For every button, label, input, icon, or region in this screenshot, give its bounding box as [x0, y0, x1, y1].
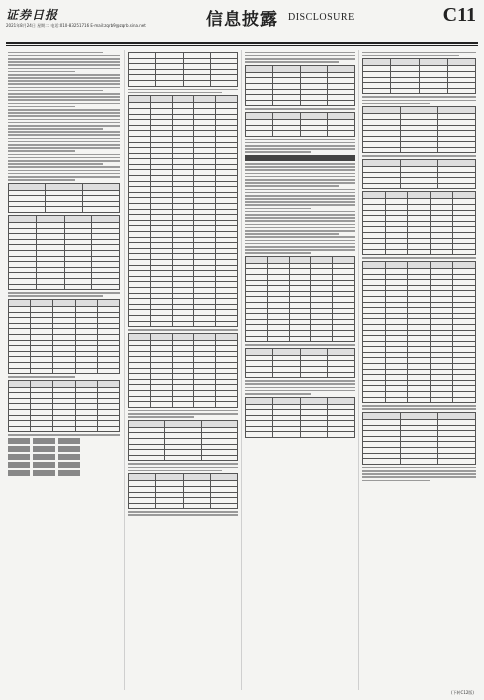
text-line: [245, 189, 355, 191]
text-line: [362, 480, 430, 482]
text-line: [8, 87, 120, 89]
text-line: [245, 387, 355, 389]
text-line: [245, 58, 355, 60]
text-line: [245, 243, 355, 245]
text-line: [128, 413, 238, 415]
text-line: [128, 470, 222, 472]
data-table: [362, 106, 476, 153]
text-line: [245, 148, 355, 150]
product-image-row: [8, 470, 120, 476]
text-line: [245, 246, 355, 248]
data-table: [8, 183, 120, 213]
text-line: [245, 233, 339, 235]
text-line: [362, 473, 476, 475]
text-line: [245, 208, 311, 210]
text-line: [8, 141, 120, 143]
text-line: [8, 77, 120, 79]
text-line: [245, 344, 355, 346]
text-line: [8, 83, 120, 85]
text-line: [245, 139, 355, 141]
text-line: [362, 476, 476, 478]
product-image-row: [8, 454, 120, 460]
text-line: [8, 64, 120, 66]
data-table: [362, 261, 476, 403]
text-line: [8, 173, 120, 175]
text-line: [362, 408, 476, 410]
text-line: [362, 55, 459, 57]
text-line: [128, 514, 238, 516]
header-rule-thin: [6, 45, 478, 46]
text-line: [245, 163, 355, 165]
data-table: [245, 256, 355, 342]
text-line: [8, 125, 120, 127]
text-line: [245, 201, 355, 203]
section-subtitle: DISCLOSURE: [288, 12, 355, 23]
text-line: [8, 147, 120, 149]
text-line: [362, 257, 476, 259]
text-line: [8, 80, 120, 82]
text-line: [362, 155, 476, 157]
text-line: [8, 134, 120, 136]
data-table: [128, 473, 238, 509]
text-line: [245, 214, 355, 216]
text-line: [245, 55, 355, 57]
text-line: [8, 115, 120, 117]
issue-info: 2021年8月24日 星期二 电话:010-83251716 E-mail:zqrb9@zqrb.sina.net: [6, 23, 146, 28]
text-line: [8, 160, 120, 162]
text-line: [8, 106, 75, 108]
column-divider: [241, 50, 242, 690]
data-table: [362, 159, 476, 189]
data-table: [128, 95, 238, 327]
text-line: [8, 68, 120, 70]
data-table: [128, 52, 238, 87]
text-line: [128, 92, 222, 94]
page-number: C11: [442, 4, 476, 26]
data-table: [362, 191, 476, 255]
data-table: [245, 112, 355, 137]
data-table: [8, 380, 120, 433]
text-line: [8, 112, 120, 114]
text-line: [8, 109, 120, 111]
text-line: [245, 236, 355, 238]
data-table: [245, 348, 355, 378]
section-title: 信息披露: [206, 10, 278, 30]
text-line: [245, 176, 355, 178]
text-line: [8, 292, 120, 294]
text-line: [362, 470, 476, 472]
text-line: [8, 157, 120, 159]
text-line: [8, 144, 120, 146]
text-line: [128, 511, 238, 513]
text-line: [8, 93, 120, 95]
text-line: [245, 173, 355, 175]
text-line: [8, 55, 120, 57]
text-line: [245, 179, 355, 181]
data-table: [362, 412, 476, 465]
text-line: [245, 240, 355, 242]
text-line: [245, 151, 311, 153]
text-line: [245, 249, 355, 251]
page-header: [6, 4, 478, 42]
text-line: [362, 100, 476, 102]
column-1: [8, 50, 120, 690]
text-line: [8, 154, 120, 156]
text-line: [8, 58, 120, 60]
text-line: [128, 410, 238, 412]
text-line: [8, 179, 75, 181]
text-line: [245, 224, 355, 226]
text-line: [128, 329, 238, 331]
text-line: [245, 166, 355, 168]
text-line: [8, 74, 120, 76]
text-line: [8, 170, 120, 172]
text-line: [245, 108, 355, 110]
text-line: [8, 163, 103, 165]
text-line: [8, 166, 120, 168]
section-heading-bar: [245, 155, 355, 161]
data-table: [128, 333, 238, 408]
text-line: [245, 185, 339, 187]
text-line: [128, 89, 238, 91]
text-line: [8, 71, 75, 73]
text-line: [245, 211, 355, 213]
text-line: [8, 295, 103, 297]
data-table: [245, 397, 355, 439]
text-line: [8, 96, 120, 98]
product-image-row: [8, 446, 120, 452]
text-line: [362, 103, 430, 105]
text-line: [8, 138, 120, 140]
text-line: [245, 52, 355, 54]
text-line: [8, 103, 120, 105]
text-line: [362, 467, 476, 469]
text-line: [245, 169, 355, 171]
text-line: [245, 182, 355, 184]
column-3: [245, 50, 355, 690]
text-line: [245, 380, 355, 382]
data-table: [362, 58, 476, 94]
text-line: [128, 463, 238, 465]
text-line: [128, 467, 238, 469]
text-line: [245, 252, 311, 254]
text-line: [362, 405, 476, 407]
text-line: [245, 227, 355, 229]
text-line: [8, 52, 103, 54]
data-table: [128, 420, 238, 462]
text-line: [245, 145, 355, 147]
text-line: [245, 198, 355, 200]
text-line: [245, 142, 355, 144]
product-image-row: [8, 462, 120, 468]
text-line: [245, 204, 355, 206]
text-line: [8, 90, 103, 92]
text-line: [245, 192, 355, 194]
text-line: [8, 176, 120, 178]
continued-note: (下转C12版): [450, 690, 474, 695]
newspaper-masthead: 证券日报: [6, 8, 59, 22]
column-4: [362, 50, 476, 690]
text-line: [8, 128, 103, 130]
column-2: [128, 50, 238, 690]
text-line: [245, 230, 355, 232]
text-line: [8, 376, 75, 378]
text-line: [245, 217, 355, 219]
text-line: [8, 122, 120, 124]
column-divider: [124, 50, 125, 690]
product-image-row: [8, 438, 120, 444]
text-line: [128, 416, 194, 418]
data-table: [245, 65, 355, 107]
text-line: [245, 390, 355, 392]
header-rule-thick: [6, 42, 478, 44]
text-line: [362, 96, 476, 98]
column-divider: [358, 50, 359, 690]
data-table: [8, 299, 120, 374]
data-table: [8, 215, 120, 290]
text-line: [8, 119, 120, 121]
text-line: [245, 383, 355, 385]
text-line: [8, 434, 120, 436]
text-line: [245, 393, 311, 395]
text-line: [8, 150, 75, 152]
text-line: [8, 99, 120, 101]
text-line: [245, 220, 355, 222]
text-line: [8, 61, 120, 63]
text-line: [245, 195, 355, 197]
text-line: [245, 61, 339, 63]
text-line: [362, 52, 476, 54]
text-line: [8, 131, 120, 133]
